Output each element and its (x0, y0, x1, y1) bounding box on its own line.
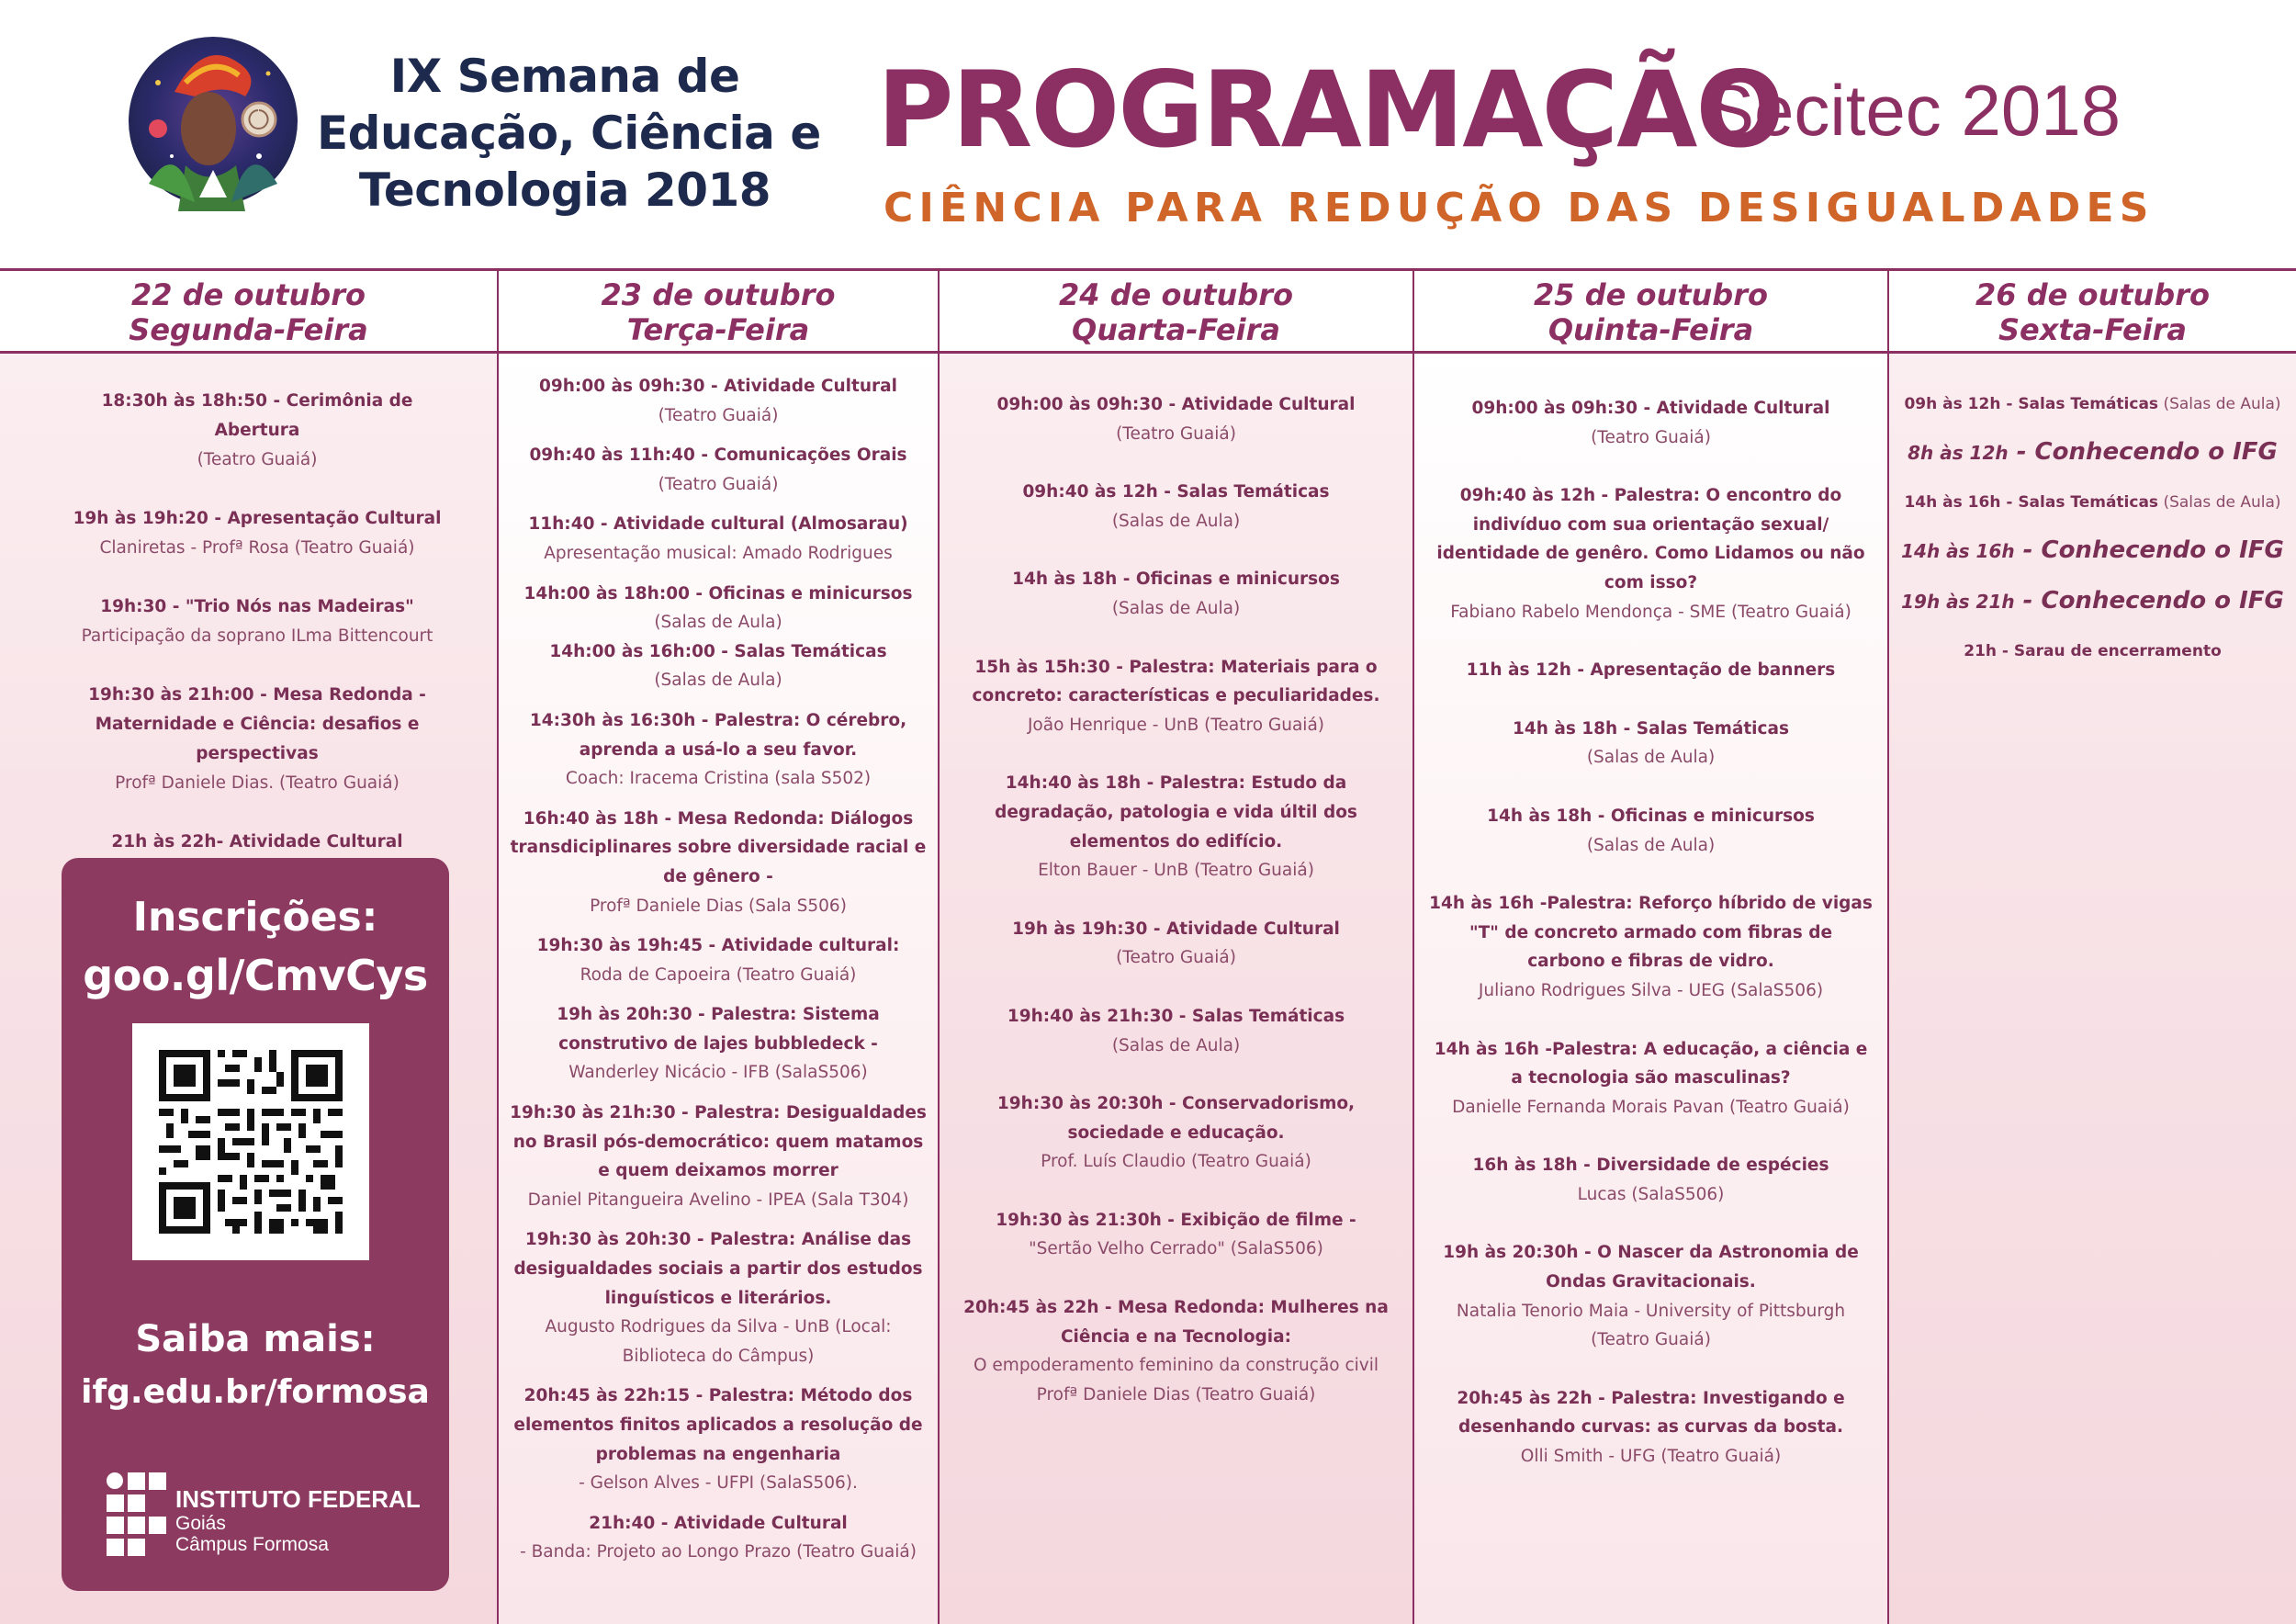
column-divider (1887, 268, 1889, 1624)
day-date: 23 de outubro (601, 277, 836, 312)
event-item (1428, 394, 1874, 452)
event-title: 09h:00 às 09h:30 - Atividade Cultural (996, 395, 1356, 414)
event-detail: Daniel Pitangueira Avelino - IPEA (Sala T304) (527, 1190, 909, 1210)
event-item (508, 510, 929, 568)
event-item (958, 915, 1394, 973)
registration-title: Inscrições: (132, 894, 378, 941)
event-detail: Natalia Tenorio Maia - University of Pittsburgh (Teatro Guaiá) (1456, 1301, 1846, 1350)
day-events-tuesday (508, 354, 929, 1567)
event-title: 19h:30 às 21h:00 - Mesa Redonda - Maternidade e Ciência: desafios e perspectivas (88, 685, 426, 763)
day-date: 24 de outubro (1059, 277, 1293, 312)
institution-state: Goiás (175, 1513, 226, 1534)
event-detail: Augusto Rodrigues da Silva - UnB (Local: Biblioteca do Câmpus) (545, 1317, 892, 1366)
event-item (508, 1225, 929, 1370)
event-detail: (Salas de Aula) (2158, 395, 2281, 413)
event-item (64, 387, 450, 475)
event-item (508, 1099, 929, 1214)
event-detail: - Gelson Alves - UFPI (SalaS506). (579, 1473, 858, 1494)
event-detail: Danielle Fernanda Morais Pavan (Teatro Guaiá) (1452, 1097, 1850, 1117)
event-title: 19h:30 às 21h:30 - Palestra: Desigualdades no Brasil pós-democrático: quem matamos e quem deixamos morrer (510, 1103, 927, 1181)
institution-campus: Câmpus Formosa (175, 1534, 329, 1555)
event-detail: Olli Smith - UFG (Teatro Guaiá) (1520, 1447, 1782, 1467)
event-item (1428, 889, 1874, 1005)
event-item (1428, 656, 1874, 685)
event-detail: Claniretas - Profª Rosa (Teatro Guaiá) (99, 538, 415, 558)
event-title: 09h:40 às 12h - Salas Temáticas (1022, 482, 1330, 502)
event-detail: Apresentação musical: Amado Rodrigues (544, 543, 893, 563)
column-divider (497, 268, 499, 1624)
event-detail: Juliano Rodrigues Silva - UEG (SalaS506) (1478, 980, 1824, 1000)
event-title: 19h:30 às 20h:30 - Palestra: Análise das desigualdades sociais a partir dos estudos linguísticos e literários. (513, 1230, 923, 1308)
event-title: - Salas Temáticas (2000, 493, 2159, 512)
event-title: - Conhecendo o IFG (2014, 536, 2284, 564)
day-date: 26 de outubro (1975, 277, 2210, 312)
event-title: 16h às 18h - Diversidade de espécies (1472, 1156, 1829, 1176)
event-title: - Salas Temáticas (2000, 395, 2159, 413)
event-detail: (Teatro Guaiá) (1591, 427, 1711, 447)
day-events-friday (1898, 354, 2287, 685)
event-title: 19h às 20:30h - O Nascer da Astronomia de Ondas Gravitacionais. (1443, 1243, 1859, 1292)
event-title: 14h:00 às 18h:00 - Oficinas e minicursos (523, 583, 913, 603)
event-title: 15h às 15h:30 - Palestra: Materiais para o concreto: características e peculiaridades. (972, 657, 1380, 706)
event-title: 19h:30 às 19h:45 - Atividade cultural: (536, 936, 900, 956)
event-detail: Profª Daniele Dias. (Teatro Guaiá) (115, 773, 400, 793)
day-weekday: Sexta-Feira (1998, 312, 2187, 347)
event-item (1428, 715, 1874, 773)
event-detail: (Teatro Guaiá) (658, 405, 779, 425)
event-detail: Prof. Luís Claudio (Teatro Guaiá) (1041, 1152, 1311, 1172)
event-item (958, 1002, 1394, 1060)
event-detail: (Salas de Aula) (654, 613, 782, 633)
event-title: 20h:45 às 22h - Mesa Redonda: Mulheres na Ciência e na Tecnologia: (963, 1298, 1389, 1347)
registration-link[interactable]: goo.gl/CmvCys (83, 951, 428, 1000)
event-title: 19h:40 às 21h:30 - Salas Temáticas (1007, 1006, 1345, 1026)
event-title: 11h:40 - Atividade cultural (Almosarau) (528, 514, 908, 535)
event-title-line-3: Tecnologia 2018 (358, 164, 771, 217)
event-item (64, 681, 450, 798)
event-item (1428, 481, 1874, 626)
event-title: 14h às 16h -Palestra: A educação, a ciência e a tecnologia são masculinas? (1434, 1039, 1868, 1088)
column-divider (938, 268, 940, 1624)
event-detail: (Teatro Guaiá) (1116, 948, 1236, 968)
day-weekday: Quarta-Feira (1072, 312, 1280, 347)
page-subtitle: CIÊNCIA PARA REDUÇÃO DAS DESIGUALDADES (884, 185, 2155, 231)
event-detail: (Salas de Aula) (1111, 1035, 1241, 1055)
event-title: 14h:00 às 16h:00 - Salas Temáticas (549, 641, 887, 661)
event-title: 14:30h às 16:30h - Palestra: O cérebro, aprenda a usá-lo a seu favor. (529, 710, 907, 760)
more-info-link[interactable]: ifg.edu.br/formosa (81, 1373, 430, 1411)
event-detail: "Sertão Velho Cerrado" (SalaS506) (1029, 1239, 1323, 1259)
event-title: 09h:40 às 11h:40 - Comunicações Orais (529, 445, 907, 466)
event-item (1898, 536, 2287, 567)
event-item (958, 1206, 1394, 1264)
event-item (958, 478, 1394, 536)
event-detail: Participação da soprano ILma Bittencourt (81, 626, 433, 646)
event-title: 16h:40 às 18h - Mesa Redonda: Diálogos transdiciplinares sobre diversidade racial e de gênero - (510, 808, 927, 886)
event-time: 8h às 12h (1908, 442, 2009, 464)
day-header (1889, 272, 2296, 351)
event-item (508, 637, 929, 695)
event-title: 09h:00 às 09h:30 - Atividade Cultural (539, 377, 897, 396)
event-title: 18:30h às 18h:50 - Cerimônia de Abertura (101, 391, 413, 440)
event-title (317, 48, 821, 219)
event-title: 19h:30 - "Trio Nós nas Madeiras" (100, 597, 414, 616)
day-date: 22 de outubro (131, 277, 366, 312)
event-item (508, 805, 929, 920)
event-item (1898, 587, 2287, 617)
event-item (508, 1382, 929, 1497)
event-title: 14h às 18h - Oficinas e minicursos (1487, 806, 1815, 826)
event-item (1898, 489, 2287, 516)
event-item (1898, 438, 2287, 468)
page-title: PROGRAMAÇÃO (877, 49, 1784, 171)
event-title: 14h às 16h -Palestra: Reforço híbrido de vigas "T" de concreto armado com fibras de carbono e fibras de vidro. (1429, 894, 1873, 972)
event-detail: (Teatro Guaiá) (197, 450, 318, 469)
column-divider (1412, 268, 1414, 1624)
institution-name: INSTITUTO FEDERAL (175, 1485, 421, 1513)
event-item (508, 1509, 929, 1567)
event-time: 09h às 12h (1904, 395, 2001, 413)
ifg-logo-icon (106, 1472, 170, 1558)
event-detail: Lucas (SalaS506) (1577, 1184, 1725, 1204)
event-title: 19h às 19h:30 - Atividade Cultural (1012, 919, 1340, 939)
day-weekday: Terça-Feira (626, 312, 810, 347)
event-detail: (Teatro Guaiá) (658, 474, 779, 494)
event-item (1428, 1384, 1874, 1472)
event-item (1898, 390, 2287, 418)
event-time: 19h às 21h (1901, 591, 2015, 613)
event-title: 14h às 18h - Oficinas e minicursos (1012, 570, 1340, 590)
event-item (958, 769, 1394, 885)
event-detail: Elton Bauer - UnB (Teatro Guaiá) (1038, 861, 1314, 881)
event-item (958, 390, 1394, 448)
event-detail: (Salas de Aula) (1111, 511, 1241, 531)
day-weekday: Quinta-Feira (1548, 312, 1754, 347)
day-header (1414, 272, 1887, 351)
event-logo-illustration (121, 28, 305, 220)
event-item (508, 441, 929, 499)
registration-panel (62, 858, 449, 1591)
event-title-line-2: Educação, Ciência e (317, 107, 821, 160)
qr-code-graphic (159, 1050, 343, 1234)
event-detail: (Salas de Aula) (2158, 493, 2281, 512)
event-title: 14h:40 às 18h - Palestra: Estudo da degradação, patologia e vida últil dos elementos do edifício. (995, 773, 1357, 851)
day-events-wednesday (958, 354, 1394, 1438)
event-item (508, 1000, 929, 1088)
event-item (1428, 1035, 1874, 1122)
event-detail: Profª Daniele Dias (Sala S506) (590, 896, 847, 916)
event-detail: (Salas de Aula) (1111, 598, 1241, 618)
event-title: 20h:45 às 22h - Palestra: Investigando e desenhando curvas: as curvas da bosta. (1457, 1388, 1845, 1438)
more-info-title: Saiba mais: (135, 1318, 376, 1360)
page-header (0, 0, 2296, 268)
event-item (508, 372, 929, 430)
event-title: 19h às 20h:30 - Palestra: Sistema construtivo de lajes bubbledeck - (557, 1005, 880, 1054)
event-title: 19h:30 às 21:30h - Exibição de filme - (996, 1210, 1356, 1230)
event-item (1898, 637, 2287, 665)
event-title: 20h:45 às 22h:15 - Palestra: Método dos elementos finitos aplicados a resolução de problemas na engenharia (513, 1386, 923, 1464)
event-title: 21h às 22h- Atividade Cultural (111, 832, 403, 851)
event-item (958, 653, 1394, 740)
event-detail: O empoderamento feminino da construção civil Profª Daniele Dias (Teatro Guaiá) (973, 1356, 1379, 1404)
event-detail: (Salas de Aula) (654, 671, 782, 691)
qr-code-icon[interactable] (132, 1023, 369, 1260)
event-item (508, 931, 929, 989)
secitec-label: Secitec 2018 (1706, 70, 2121, 151)
event-title: 21h:40 - Atividade Cultural (589, 1513, 848, 1533)
day-header (0, 272, 497, 351)
event-title: 19h:30 às 20:30h - Conservadorismo, sociedade e educação. (996, 1094, 1356, 1143)
event-time: 14h às 16h (1904, 493, 2001, 512)
event-detail: Coach: Iracema Cristina (sala S502) (565, 769, 872, 789)
event-item (958, 1089, 1394, 1177)
event-title-line-1: IX Semana de (389, 50, 740, 103)
event-item (508, 580, 929, 637)
event-detail: (Salas de Aula) (1586, 748, 1716, 768)
event-time: 21h (1964, 642, 1998, 660)
day-events-thursday (1428, 354, 1874, 1501)
event-item (1428, 802, 1874, 860)
event-item (508, 706, 929, 794)
event-detail: Fabiano Rabelo Mendonça - SME (Teatro Guaiá) (1450, 602, 1851, 622)
event-detail: Wanderley Nicácio - IFB (SalaS506) (568, 1063, 868, 1083)
day-date: 25 de outubro (1534, 277, 1768, 312)
header-rule-top (0, 268, 2296, 271)
day-header (499, 272, 938, 351)
event-item (958, 1293, 1394, 1409)
event-detail: (Teatro Guaiá) (1116, 423, 1236, 444)
event-title: - Conhecendo o IFG (2008, 438, 2278, 466)
event-time: 14h às 16h (1901, 540, 2015, 562)
event-detail: Roda de Capoeira (Teatro Guaiá) (580, 964, 857, 985)
day-events-monday (64, 354, 450, 916)
event-title: 09h:40 às 12h - Palestra: O encontro do indivíduo com sua orientação sexual/ identidade de genêro. Como Lidamos ou não com isso? (1436, 486, 1865, 592)
event-detail: João Henrique - UnB (Teatro Guaiá) (1027, 715, 1325, 735)
event-title: - Sarau de encerramento (1997, 642, 2222, 660)
event-title: 11h às 12h - Apresentação de banners (1466, 660, 1836, 681)
event-detail: - Banda: Projeto ao Longo Prazo (Teatro Guaiá) (520, 1542, 917, 1562)
event-item (64, 504, 450, 563)
event-title: - Conhecendo o IFG (2014, 587, 2284, 615)
event-item (64, 592, 450, 651)
event-item (958, 565, 1394, 623)
day-weekday: Segunda-Feira (129, 312, 368, 347)
day-header (940, 272, 1412, 351)
event-title: 09h:00 às 09h:30 - Atividade Cultural (1471, 399, 1830, 418)
event-title: 19h às 19h:20 - Apresentação Cultural (73, 509, 442, 528)
event-item (1428, 1151, 1874, 1209)
event-item (1428, 1238, 1874, 1354)
event-title: 14h às 18h - Salas Temáticas (1513, 718, 1789, 739)
event-detail: (Salas de Aula) (1586, 835, 1716, 855)
